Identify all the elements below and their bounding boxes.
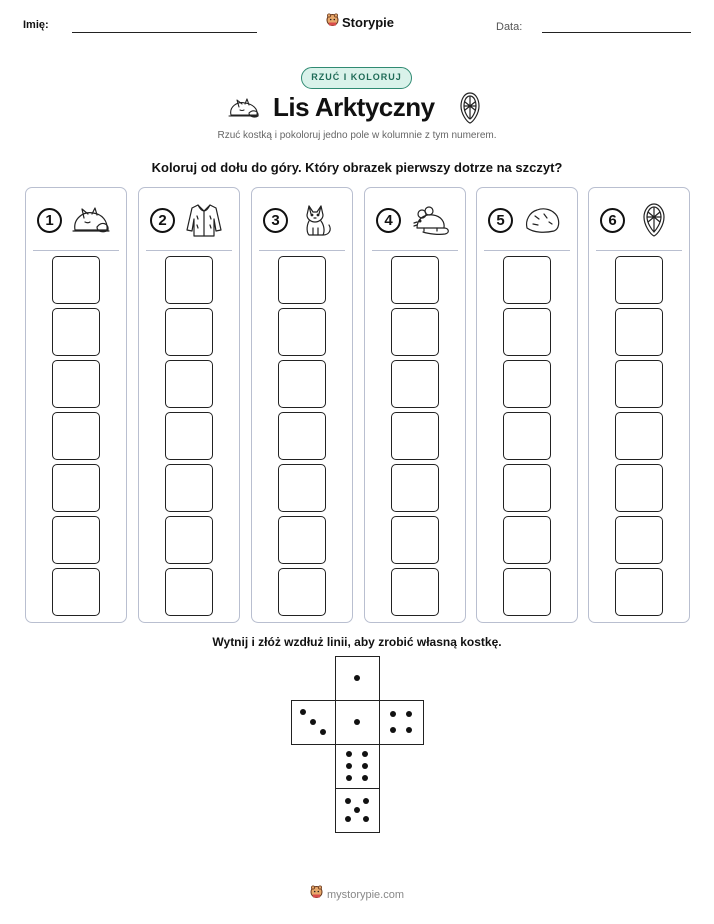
dice-pip — [345, 798, 351, 804]
color-cell[interactable] — [278, 360, 326, 408]
color-cell[interactable] — [615, 308, 663, 356]
snowshoe-icon — [633, 202, 675, 238]
column-divider — [596, 250, 682, 251]
fur-coat-icon — [183, 202, 225, 238]
color-cell[interactable] — [52, 256, 100, 304]
color-cell[interactable] — [52, 412, 100, 460]
color-cell[interactable] — [503, 360, 551, 408]
brand-name: Storypie — [342, 15, 395, 30]
worksheet-header — [0, 0, 714, 50]
color-cell[interactable] — [615, 360, 663, 408]
color-cell[interactable] — [52, 516, 100, 564]
column-divider — [146, 250, 232, 251]
color-cell[interactable] — [503, 516, 551, 564]
column-header — [365, 188, 465, 252]
color-cell[interactable] — [165, 412, 213, 460]
column-1 — [25, 187, 127, 623]
column-header — [139, 188, 239, 252]
snowshoe-icon — [460, 92, 480, 129]
dice-pip — [406, 711, 412, 717]
dice-face-5 — [335, 788, 380, 833]
column-header — [589, 188, 689, 252]
column-number: 1 — [37, 208, 62, 233]
name-label: Imię: — [23, 19, 49, 31]
dice-pip — [390, 711, 396, 717]
storypie-mascot-icon — [326, 13, 339, 32]
game-type-badge: RZUĆ I KOLORUJ — [301, 67, 412, 89]
color-cell[interactable] — [503, 464, 551, 512]
worksheet-title: Lis Arktyczny — [273, 92, 435, 122]
column-divider — [484, 250, 570, 251]
dice-pip — [346, 751, 352, 757]
column-number: 4 — [376, 208, 401, 233]
color-cell[interactable] — [503, 308, 551, 356]
column-number: 6 — [600, 208, 625, 233]
storypie-mascot-icon — [310, 885, 323, 904]
dice-face-3 — [291, 700, 336, 745]
dice-pip — [390, 727, 396, 733]
instruction: Koloruj od dołu do góry. Który obrazek pierwszy dotrze na szczyt? — [151, 160, 563, 175]
column-divider — [259, 250, 345, 251]
title-row — [0, 90, 714, 128]
color-cell[interactable] — [615, 568, 663, 616]
dice-pip — [346, 763, 352, 769]
column-5 — [476, 187, 578, 623]
color-cell[interactable] — [278, 308, 326, 356]
color-cell[interactable] — [278, 412, 326, 460]
color-cell[interactable] — [391, 256, 439, 304]
dice-pip — [310, 719, 316, 725]
date-label: Data: — [496, 21, 523, 33]
color-cell[interactable] — [391, 308, 439, 356]
color-cell[interactable] — [165, 360, 213, 408]
dice-face-1 — [335, 656, 380, 701]
dice-pip — [354, 675, 360, 681]
dice-pip — [354, 807, 360, 813]
color-cell[interactable] — [391, 360, 439, 408]
dice-face-4 — [379, 700, 424, 745]
color-cell[interactable] — [278, 256, 326, 304]
dice-pip — [363, 798, 369, 804]
column-header — [252, 188, 352, 252]
dice-pip — [346, 775, 352, 781]
mouse-icon — [409, 202, 451, 238]
brand-logo — [326, 13, 394, 32]
column-header — [477, 188, 577, 252]
color-cell[interactable] — [165, 516, 213, 564]
sitting-fox-icon — [296, 202, 338, 238]
dice-face-6 — [335, 744, 380, 789]
dice-pip — [363, 816, 369, 822]
color-cell[interactable] — [615, 516, 663, 564]
column-divider — [372, 250, 458, 251]
dice-pip — [354, 719, 360, 725]
sleeping-fox-icon — [227, 95, 261, 126]
color-cell[interactable] — [278, 568, 326, 616]
sleeping-fox-icon — [70, 202, 112, 238]
column-divider — [33, 250, 119, 251]
dice-pip — [320, 729, 326, 735]
column-header — [26, 188, 126, 252]
color-cell[interactable] — [503, 412, 551, 460]
footer-url: mystorypie.com — [327, 888, 405, 901]
column-number: 3 — [263, 208, 288, 233]
column-3 — [251, 187, 353, 623]
color-cell[interactable] — [615, 464, 663, 512]
color-cell[interactable] — [391, 412, 439, 460]
color-cell[interactable] — [615, 256, 663, 304]
color-cell[interactable] — [165, 568, 213, 616]
column-2 — [138, 187, 240, 623]
color-cell[interactable] — [391, 516, 439, 564]
color-cell[interactable] — [165, 464, 213, 512]
column-number: 2 — [150, 208, 175, 233]
color-cell[interactable] — [165, 256, 213, 304]
color-cell[interactable] — [391, 568, 439, 616]
dice-pip — [362, 775, 368, 781]
dice-pip — [345, 816, 351, 822]
color-cell[interactable] — [52, 568, 100, 616]
footer — [310, 885, 404, 904]
column-number: 5 — [488, 208, 513, 233]
color-cell[interactable] — [503, 256, 551, 304]
color-cell[interactable] — [615, 412, 663, 460]
color-cell[interactable] — [278, 516, 326, 564]
date-line — [542, 32, 691, 33]
column-4 — [364, 187, 466, 623]
color-cell[interactable] — [278, 464, 326, 512]
color-cell[interactable] — [391, 464, 439, 512]
column-6 — [588, 187, 690, 623]
rock-icon — [521, 202, 563, 238]
color-cell[interactable] — [52, 360, 100, 408]
dice-pip — [406, 727, 412, 733]
cut-instruction: Wytnij i złóż wzdłuż linii, aby zrobić własną kostkę. — [212, 635, 502, 649]
color-cell[interactable] — [503, 568, 551, 616]
dice-face-1 — [335, 700, 380, 745]
dice-pip — [362, 751, 368, 757]
dice-pip — [362, 763, 368, 769]
color-cell[interactable] — [52, 464, 100, 512]
subtitle: Rzuć kostką i pokoloruj jedno pole w kolumnie z tym numerem. — [217, 130, 497, 141]
dice-pip — [300, 709, 306, 715]
name-line — [72, 32, 257, 33]
color-cell[interactable] — [52, 308, 100, 356]
color-cell[interactable] — [165, 308, 213, 356]
